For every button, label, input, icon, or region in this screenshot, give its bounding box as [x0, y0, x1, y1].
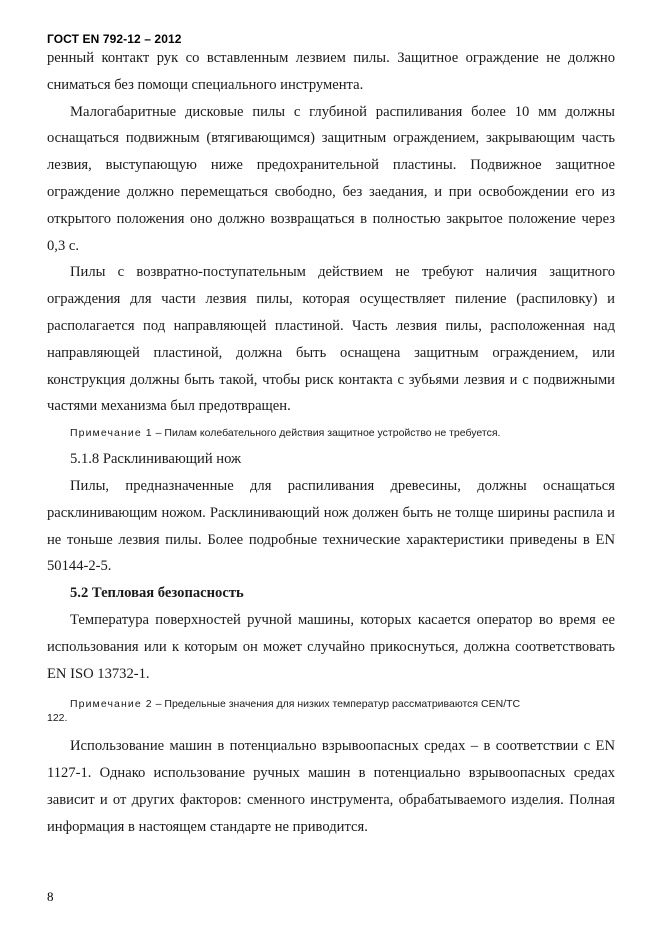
paragraph-reciprocating-saws: Пилы с возвратно-поступательным действием не требуют наличия защитного ограждения для части лезвия пилы, которая осуществляет пиление (распиловку) и располагается под направляющей пластиной. Часть лезвия пилы, расположенная над направляющей пластиной, должна быть оснащена защитным ограждением, или конструкция должны быть такой, чтобы риск контакта с зубьями лезвия и с подвижными частями механизма был предотвращен.: [47, 264, 615, 415]
document-body: [47, 45, 615, 841]
section-heading-5-1-8: 5.1.8 Расклинивающий нож: [70, 451, 242, 468]
standard-header: ГОСТ EN 792-12 – 2012: [47, 32, 182, 46]
paragraph-riving-knife: Пилы, предназначенные для распиливания древесины, должны оснащаться расклинивающим ножом. Расклинивающий нож должен быть не толще ширины распила и не тоньше лезвия пилы. Более подробные технические характеристики приведены в EN 50144-2-5.: [47, 477, 615, 575]
paragraph-surface-temperature: Температура поверхностей ручной машины, которых касается оператор во время ее использования или к которым он может случайно прикоснуться, должна соответствовать EN ISO 13732-1.: [47, 611, 615, 682]
note-1-text: – Пилам колебательного действия защитное устройство не требуется.: [155, 427, 501, 440]
paragraph-explosive-environments: Использование машин в потенциально взрывоопасных средах – в соответствии с EN 1127-1. Однако использование ручных машин в потенциально взрывоопасных средах зависит и от других факторов: сменного инструмента, обрабатываемого изделия. Полная информация в настоящем стандарте не приводится.: [47, 738, 615, 835]
page-number: 8: [47, 889, 54, 904]
note-1: [47, 420, 615, 446]
paragraph-continuation: ренный контакт рук со вставленным лезвием пилы. Защитное ограждение не должно сниматься без помощи специального инструмента.: [47, 50, 615, 93]
note-2-text: – Предельные значения для низких температур рассматриваются CEN/TC: [155, 698, 521, 711]
note-2-continuation: 122.: [47, 712, 68, 725]
paragraph-circular-saws: Малогабаритные дисковые пилы с глубиной распиливания более 10 мм должны оснащаться подвижным (втягивающимся) защитным ограждением, закрывающим часть лезвия, выступающую ниже предохранительной пластины. Подвижное защитное ограждение должно перемещаться свободно, без заедания, и при освобождении его из открытого положения оно должно возвращаться в полностью закрытое положение через 0,3 с.: [47, 103, 615, 254]
note-2: [47, 687, 615, 733]
note-1-label: Примечание 1: [70, 427, 153, 440]
section-heading-5-2: 5.2 Тепловая безопасность: [70, 585, 244, 602]
note-2-label: Примечание 2: [70, 698, 153, 711]
